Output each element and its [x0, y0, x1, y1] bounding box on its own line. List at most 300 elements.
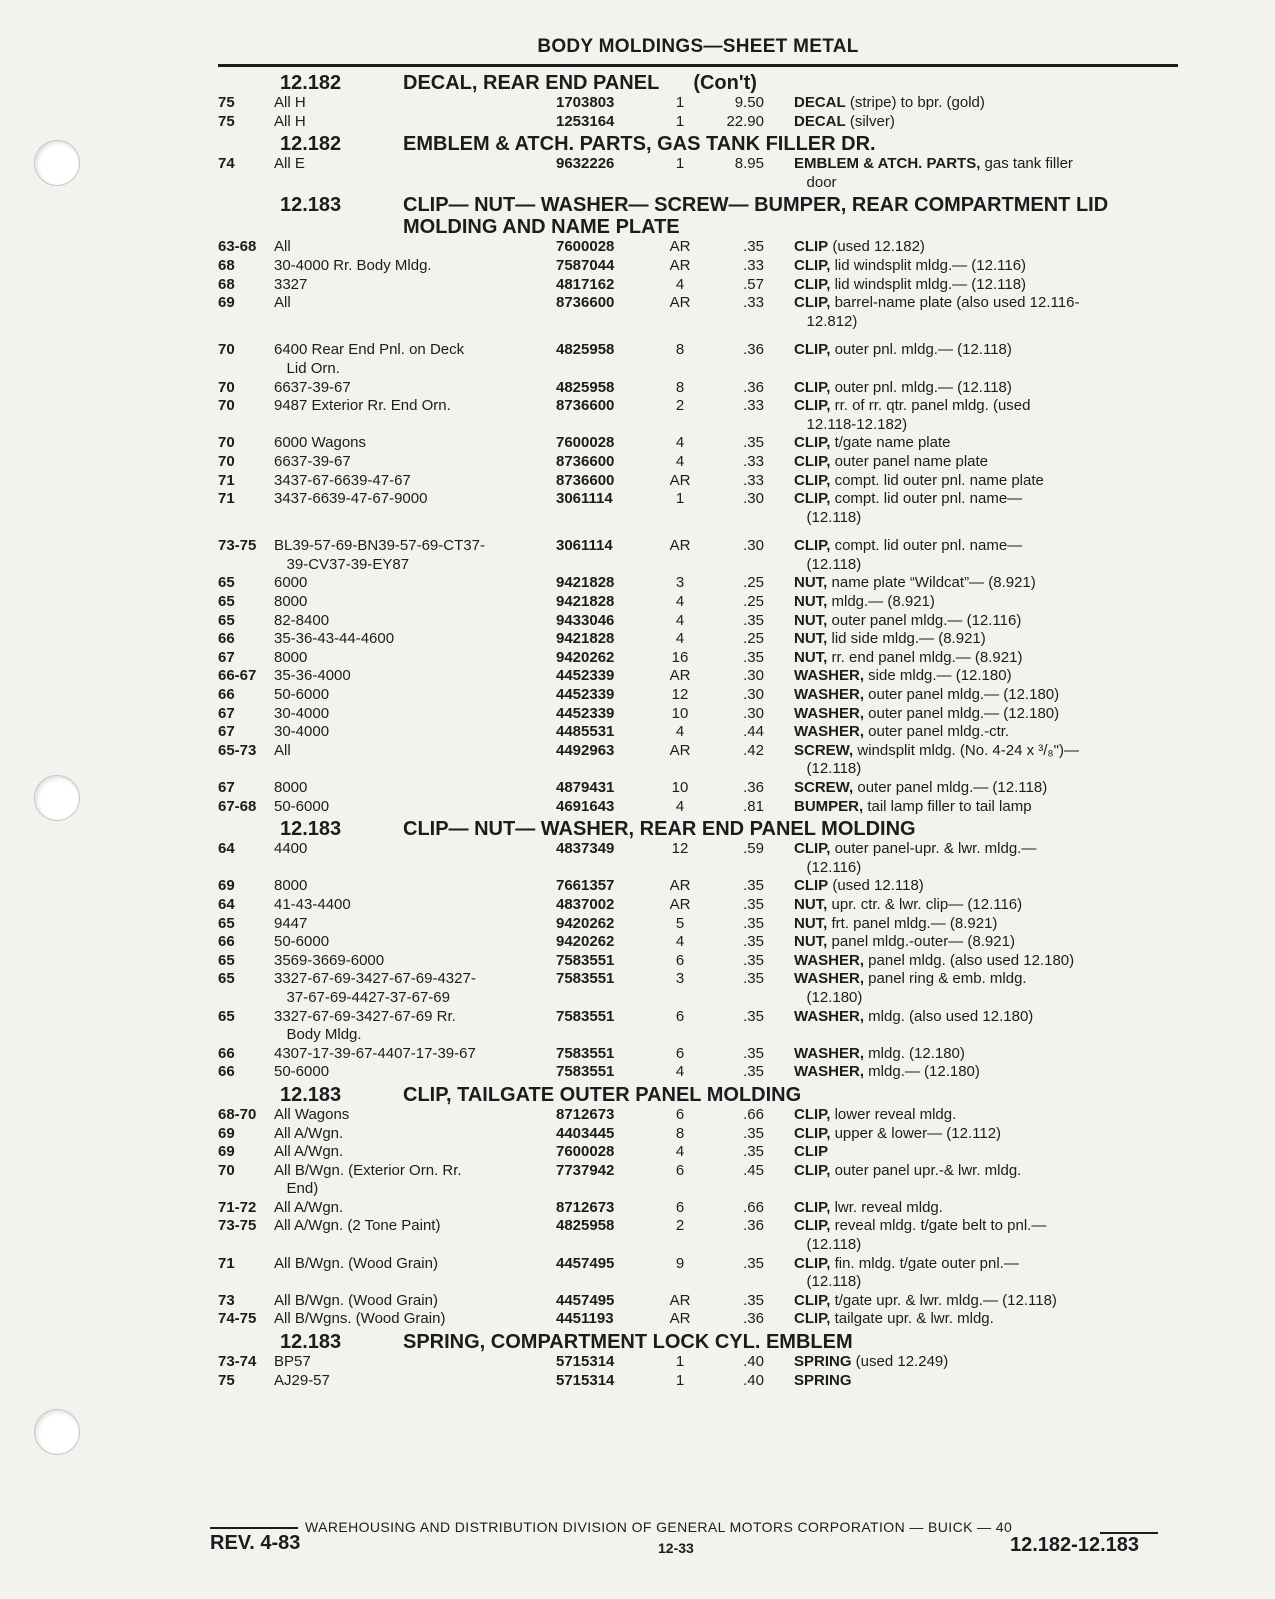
part-name: CLIP,: [794, 341, 831, 359]
quantity-cell: 4: [675, 797, 685, 815]
part-detail: fin. mldg. t/gate outer pnl.— (12.118): [806, 1254, 1019, 1291]
quantity-cell: 12: [671, 840, 689, 858]
year-cell: 65: [218, 1007, 235, 1025]
table-row: [218, 798, 1178, 817]
model-cell: All B/Wgn. (Wood Grain): [274, 1291, 438, 1309]
price-cell: .35: [743, 1291, 764, 1309]
model-cell: All B/Wgns. (Wood Grain): [274, 1310, 446, 1328]
price-cell: .30: [743, 704, 764, 722]
year-cell: 71: [218, 1254, 235, 1272]
quantity-cell: 8: [675, 341, 685, 359]
part-name: WASHER,: [794, 704, 865, 722]
section-title: [401, 133, 1178, 155]
description-cell: [772, 1045, 1178, 1064]
part-name: NUT,: [794, 611, 828, 629]
description-cell: [772, 1292, 1178, 1311]
row-spacer: [218, 331, 1178, 341]
year-cell: 63-68: [218, 238, 257, 256]
price-cell: .35: [743, 648, 764, 666]
description-cell: [772, 1008, 1178, 1027]
table-row: [218, 397, 1178, 434]
price-cell: .25: [743, 593, 764, 611]
footer-section-range: 12.182-12.183: [1010, 1534, 1140, 1556]
model-cell: 41-43-4400: [274, 895, 351, 913]
model-cell: 6400 Rear End Pnl. on Deck Lid Orn.: [274, 341, 465, 377]
price-cell: 9.50: [734, 94, 764, 111]
year-cell: 68: [218, 275, 235, 293]
model-cell: 3327-67-69-3427-67-69 Rr. Body Mldg.: [274, 1007, 456, 1044]
part-number-cell: 4837349: [556, 840, 615, 858]
price-cell: .57: [743, 275, 764, 293]
part-name: WASHER,: [794, 1044, 865, 1062]
part-number-cell: 7661357: [556, 877, 615, 895]
quantity-cell: 6: [675, 1105, 685, 1123]
table-row: [218, 1143, 1178, 1162]
part-name: CLIP,: [794, 397, 831, 415]
part-detail: panel ring & emb. mldg. (12.180): [806, 970, 1027, 1006]
description-cell: [772, 341, 1178, 360]
part-name: DECAL: [794, 94, 846, 111]
part-detail: lower reveal mldg.: [830, 1105, 957, 1123]
table-row: [218, 896, 1178, 915]
part-detail: mldg.— (12.180): [864, 1063, 980, 1081]
price-cell: .30: [743, 686, 764, 704]
year-cell: 66: [218, 686, 235, 704]
description-cell: [772, 1162, 1178, 1181]
part-number-cell: 9420262: [556, 914, 615, 932]
quantity-cell: 6: [675, 1007, 685, 1025]
description-cell: [772, 113, 1178, 132]
part-detail: (used 12.249): [851, 1353, 949, 1371]
year-cell: 70: [218, 1161, 235, 1179]
table-row: [218, 1106, 1178, 1125]
model-cell: 9487 Exterior Rr. End Orn.: [274, 397, 451, 415]
part-name: SPRING: [794, 1371, 852, 1389]
quantity-cell: AR: [669, 1310, 691, 1328]
model-cell: BP57: [274, 1353, 311, 1371]
part-name: CLIP,: [794, 1291, 831, 1309]
section-title-text: CLIP, TAILGATE OUTER PANEL MOLDING: [403, 1083, 802, 1106]
table-row: [218, 649, 1178, 668]
part-number-cell: 7583551: [556, 951, 615, 969]
part-detail: tailgate upr. & lwr. mldg.: [830, 1310, 994, 1328]
header-rule: [218, 64, 1178, 67]
year-cell: 65-73: [218, 741, 257, 759]
part-name: WASHER,: [794, 686, 865, 704]
description-cell: [772, 705, 1178, 724]
model-cell: All A/Wgn.: [274, 1198, 344, 1216]
model-cell: 8000: [274, 877, 308, 895]
section-number: 12.183: [280, 818, 342, 841]
quantity-cell: 10: [671, 779, 689, 796]
model-cell: 30-4000: [274, 704, 330, 722]
description-cell: [772, 630, 1178, 649]
quantity-cell: 4: [675, 933, 685, 951]
description-cell: [772, 257, 1178, 276]
part-number-cell: 4825958: [556, 378, 615, 396]
part-detail: mldg. (also used 12.180): [864, 1007, 1034, 1025]
price-cell: .33: [743, 397, 764, 415]
quantity-cell: 8: [675, 378, 685, 396]
year-cell: 69: [218, 1124, 235, 1142]
section-number: 12.183: [280, 1331, 342, 1354]
year-cell: 70: [218, 434, 235, 452]
quantity-cell: AR: [669, 741, 691, 759]
part-number-cell: 4452339: [556, 686, 615, 704]
description-cell: [772, 490, 1178, 527]
part-name: NUT,: [794, 933, 828, 951]
part-number-cell: 4452339: [556, 704, 615, 722]
part-number-cell: 1703803: [556, 94, 615, 111]
part-detail: tail lamp filler to tail lamp: [863, 797, 1032, 815]
part-detail: panel mldg.-outer— (8.921): [827, 933, 1015, 951]
part-number-cell: 7600028: [556, 238, 615, 256]
part-detail: compt. lid outer pnl. name— (12.118): [806, 490, 1023, 526]
year-cell: 66-67: [218, 667, 257, 685]
table-row: [218, 1310, 1178, 1329]
part-name: CLIP,: [794, 452, 831, 470]
year-cell: 66: [218, 1063, 235, 1081]
quantity-cell: 3: [675, 970, 685, 988]
section-title: [401, 72, 1178, 94]
year-cell: 66: [218, 933, 235, 951]
section-title: [401, 818, 1178, 840]
description-cell: [772, 238, 1178, 257]
section-number: 12.183: [280, 194, 342, 217]
description-cell: [772, 94, 1178, 113]
description-cell: [772, 952, 1178, 971]
part-detail: outer panel mldg.— (12.116): [827, 611, 1022, 629]
part-number-cell: 7583551: [556, 1044, 615, 1062]
table-row: [218, 970, 1178, 1007]
year-cell: 74-75: [218, 1310, 257, 1328]
table-row: [218, 537, 1178, 574]
price-cell: .35: [743, 914, 764, 932]
model-cell: 3437-6639-47-67-9000: [274, 490, 428, 508]
part-detail: (used 12.182): [828, 238, 925, 256]
quantity-cell: 3: [675, 574, 685, 592]
price-cell: .30: [743, 537, 764, 555]
year-cell: 71: [218, 490, 235, 508]
model-cell: All A/Wgn.: [274, 1143, 344, 1161]
table-row: [218, 1162, 1178, 1199]
description-cell: [772, 667, 1178, 686]
table-row: [218, 155, 1178, 192]
part-detail: windsplit mldg. (No. 4-24 x ³/₈")— (12.118): [806, 741, 1079, 778]
price-cell: .35: [743, 933, 764, 951]
price-cell: .36: [743, 378, 764, 396]
part-number-cell: 5715314: [556, 1371, 615, 1389]
year-cell: 70: [218, 397, 235, 415]
description-cell: [772, 155, 1178, 192]
description-cell: [772, 1255, 1178, 1292]
part-detail: outer panel mldg.-ctr.: [864, 723, 1010, 741]
price-cell: .36: [743, 1310, 764, 1328]
part-name: SPRING: [794, 1353, 852, 1371]
table-row: [218, 94, 1178, 113]
part-detail: side mldg.— (12.180): [864, 667, 1012, 685]
quantity-cell: 8: [675, 1124, 685, 1142]
quantity-cell: 10: [671, 704, 689, 722]
section-heading: [218, 72, 1178, 94]
part-detail: compt. lid outer pnl. name plate: [830, 471, 1044, 489]
year-cell: 73: [218, 1291, 235, 1309]
year-cell: 73-74: [218, 1353, 257, 1371]
description-cell: [772, 574, 1178, 593]
quantity-cell: 6: [675, 1161, 685, 1179]
model-cell: 6000: [274, 574, 308, 592]
model-cell: All A/Wgn.: [274, 1124, 344, 1142]
part-name: BUMPER,: [794, 797, 864, 815]
quantity-cell: 4: [675, 434, 685, 452]
year-cell: 67: [218, 648, 235, 666]
model-cell: All: [274, 294, 291, 312]
description-cell: [772, 1310, 1178, 1329]
quantity-cell: 5: [675, 914, 685, 932]
part-detail: outer panel mldg.— (12.180): [864, 686, 1060, 704]
year-cell: 71: [218, 471, 235, 489]
part-detail: lid side mldg.— (8.921): [827, 630, 986, 648]
quantity-cell: 4: [675, 611, 685, 629]
part-detail: mldg.— (8.921): [827, 593, 935, 611]
section-title: [401, 1084, 1178, 1106]
part-number-cell: 9433046: [556, 611, 615, 629]
binder-hole: [34, 1409, 80, 1455]
part-name: CLIP,: [794, 378, 831, 396]
part-number-cell: 8712673: [556, 1105, 615, 1123]
quantity-cell: 4: [675, 1063, 685, 1081]
part-detail: rr. end panel mldg.— (8.921): [827, 648, 1023, 666]
model-cell: 50-6000: [274, 797, 330, 815]
year-cell: 75: [218, 112, 235, 130]
table-row: [218, 1045, 1178, 1064]
description-cell: [772, 1106, 1178, 1125]
part-detail: (used 12.118): [828, 877, 924, 895]
part-name: WASHER,: [794, 667, 865, 685]
part-name: CLIP,: [794, 537, 831, 555]
price-cell: .42: [743, 741, 764, 759]
table-row: [218, 705, 1178, 724]
table-row: [218, 593, 1178, 612]
description-cell: [772, 1353, 1178, 1372]
price-cell: .35: [743, 895, 764, 913]
description-cell: [772, 686, 1178, 705]
year-cell: 67: [218, 779, 235, 796]
part-detail: outer panel name plate: [830, 452, 989, 470]
description-cell: [772, 742, 1178, 779]
price-cell: .35: [743, 970, 764, 988]
part-number-cell: 1253164: [556, 112, 615, 130]
part-name: CLIP,: [794, 1198, 831, 1216]
footer-division: WAREHOUSING AND DISTRIBUTION DIVISION OF GENERAL MOTORS CORPORATION — BUICK — 40: [305, 1519, 1013, 1535]
table-row: [218, 1199, 1178, 1218]
year-cell: 70: [218, 378, 235, 396]
table-row: [218, 1255, 1178, 1292]
part-number-cell: 4492963: [556, 741, 615, 759]
price-cell: .66: [743, 1105, 764, 1123]
section-number: 12.182: [280, 133, 342, 156]
part-detail: t/gate upr. & lwr. mldg.— (12.118): [830, 1291, 1057, 1309]
part-detail: (stripe) to bpr. (gold): [845, 94, 985, 111]
description-cell: [772, 1217, 1178, 1254]
part-name: CLIP,: [794, 1254, 831, 1272]
quantity-cell: 4: [675, 593, 685, 611]
part-name: CLIP,: [794, 256, 831, 274]
part-number-cell: 4457495: [556, 1291, 615, 1309]
quantity-cell: 1: [675, 155, 685, 173]
part-detail: reveal mldg. t/gate belt to pnl.— (12.118): [806, 1217, 1047, 1254]
quantity-cell: 4: [675, 630, 685, 648]
description-cell: [772, 896, 1178, 915]
part-name: NUT,: [794, 593, 828, 611]
year-cell: 67: [218, 704, 235, 722]
part-detail: outer pnl. mldg.— (12.118): [830, 378, 1012, 396]
model-cell: 4307-17-39-67-4407-17-39-67: [274, 1044, 476, 1062]
part-name: NUT,: [794, 574, 828, 592]
part-name: CLIP,: [794, 1161, 831, 1179]
part-number-cell: 9420262: [556, 648, 615, 666]
year-cell: 65: [218, 914, 235, 932]
part-detail: outer panel mldg.— (12.118): [853, 779, 1048, 796]
model-cell: 50-6000: [274, 686, 330, 704]
part-name: NUT,: [794, 914, 828, 932]
price-cell: .35: [743, 434, 764, 452]
part-number-cell: 7587044: [556, 256, 615, 274]
year-cell: 66: [218, 1044, 235, 1062]
part-detail: upper & lower— (12.112): [830, 1124, 1002, 1142]
year-cell: 64: [218, 895, 235, 913]
price-cell: .40: [743, 1371, 764, 1389]
table-row: [218, 472, 1178, 491]
section-title: [401, 1331, 1178, 1353]
model-cell: 8000: [274, 593, 308, 611]
year-cell: 65: [218, 951, 235, 969]
part-name: WASHER,: [794, 1007, 865, 1025]
price-cell: .25: [743, 630, 764, 648]
table-row: [218, 1353, 1178, 1372]
part-number-cell: 7583551: [556, 970, 615, 988]
year-cell: 68-70: [218, 1105, 257, 1123]
table-row: [218, 723, 1178, 742]
model-cell: All E: [274, 155, 305, 173]
description-cell: [772, 649, 1178, 668]
table-row: [218, 1292, 1178, 1311]
quantity-cell: 4: [675, 1143, 685, 1161]
table-row: [218, 667, 1178, 686]
year-cell: 73-75: [218, 537, 257, 555]
description-cell: [772, 1372, 1178, 1391]
price-cell: .66: [743, 1198, 764, 1216]
year-cell: 68: [218, 256, 235, 274]
price-cell: .40: [743, 1353, 764, 1371]
part-number-cell: 4452339: [556, 667, 615, 685]
description-cell: [772, 1199, 1178, 1218]
quantity-cell: 1: [675, 1353, 685, 1371]
table-row: [218, 434, 1178, 453]
part-detail: gas tank filler door: [806, 155, 1073, 191]
section-title-text: CLIP— NUT— WASHER— SCREW— BUMPER, REAR COMPARTMENT LID MOLDING AND NAME PLATE: [403, 194, 1109, 239]
price-cell: .33: [743, 452, 764, 470]
model-cell: 9447: [274, 914, 308, 932]
part-number-cell: 9421828: [556, 630, 615, 648]
price-cell: .35: [743, 1124, 764, 1142]
year-cell: 73-75: [218, 1217, 257, 1235]
part-detail: (silver): [845, 112, 895, 130]
model-cell: AJ29-57: [274, 1371, 330, 1389]
part-number-cell: 4457495: [556, 1254, 615, 1272]
year-cell: 75: [218, 94, 235, 111]
part-number-cell: 9421828: [556, 574, 615, 592]
price-cell: 8.95: [734, 155, 764, 173]
table-row: [218, 1372, 1178, 1391]
quantity-cell: AR: [669, 895, 691, 913]
part-number-cell: 8712673: [556, 1198, 615, 1216]
description-cell: [772, 593, 1178, 612]
price-cell: .35: [743, 611, 764, 629]
year-cell: 67: [218, 723, 235, 741]
price-cell: .33: [743, 294, 764, 312]
table-row: [218, 1217, 1178, 1254]
part-detail: panel mldg. (also used 12.180): [864, 951, 1075, 969]
table-row: [218, 1063, 1178, 1082]
table-row: [218, 113, 1178, 132]
model-cell: 4400: [274, 840, 308, 858]
part-detail: upr. ctr. & lwr. clip— (12.116): [827, 895, 1023, 913]
part-number-cell: 4879431: [556, 779, 615, 796]
price-cell: .30: [743, 667, 764, 685]
part-name: CLIP,: [794, 294, 831, 312]
quantity-cell: 6: [675, 1044, 685, 1062]
model-cell: 35-36-43-44-4600: [274, 630, 395, 648]
part-name: CLIP,: [794, 840, 831, 858]
part-detail: mldg. (12.180): [864, 1044, 965, 1062]
quantity-cell: AR: [669, 537, 691, 555]
part-name: CLIP,: [794, 1124, 831, 1142]
part-number-cell: 7600028: [556, 434, 615, 452]
section-heading: [218, 133, 1178, 155]
description-cell: [772, 1063, 1178, 1082]
part-name: WASHER,: [794, 970, 865, 988]
model-cell: 3327-67-69-3427-67-69-4327- 37-67-69-4427-37-67-69: [274, 970, 476, 1006]
year-cell: 64: [218, 840, 235, 858]
year-cell: 65: [218, 574, 235, 592]
description-cell: [772, 397, 1178, 434]
part-detail: outer panel-upr. & lwr. mldg.— (12.116): [806, 840, 1037, 876]
description-cell: [772, 379, 1178, 398]
price-cell: .81: [743, 797, 764, 815]
price-cell: .35: [743, 1063, 764, 1081]
description-cell: [772, 537, 1178, 574]
table-row: [218, 453, 1178, 472]
model-cell: 3437-67-6639-47-67: [274, 471, 411, 489]
table-row: [218, 294, 1178, 331]
model-cell: 30-4000 Rr. Body Mldg.: [274, 256, 432, 274]
part-number-cell: 9632226: [556, 155, 615, 173]
part-name: SCREW,: [794, 779, 854, 796]
year-cell: 66: [218, 630, 235, 648]
section-heading: [218, 1084, 1178, 1106]
description-cell: [772, 779, 1178, 798]
model-cell: All: [274, 741, 291, 759]
part-number-cell: 3061114: [556, 490, 613, 508]
model-cell: 6637-39-67: [274, 378, 351, 396]
parts-list: [218, 70, 1178, 1390]
year-cell: 69: [218, 877, 235, 895]
binder-hole: [34, 775, 80, 821]
quantity-cell: AR: [669, 238, 691, 256]
part-detail: barrel-name plate (also used 12.116- 12.812): [806, 294, 1080, 330]
section-continued: (Con't): [693, 72, 757, 94]
